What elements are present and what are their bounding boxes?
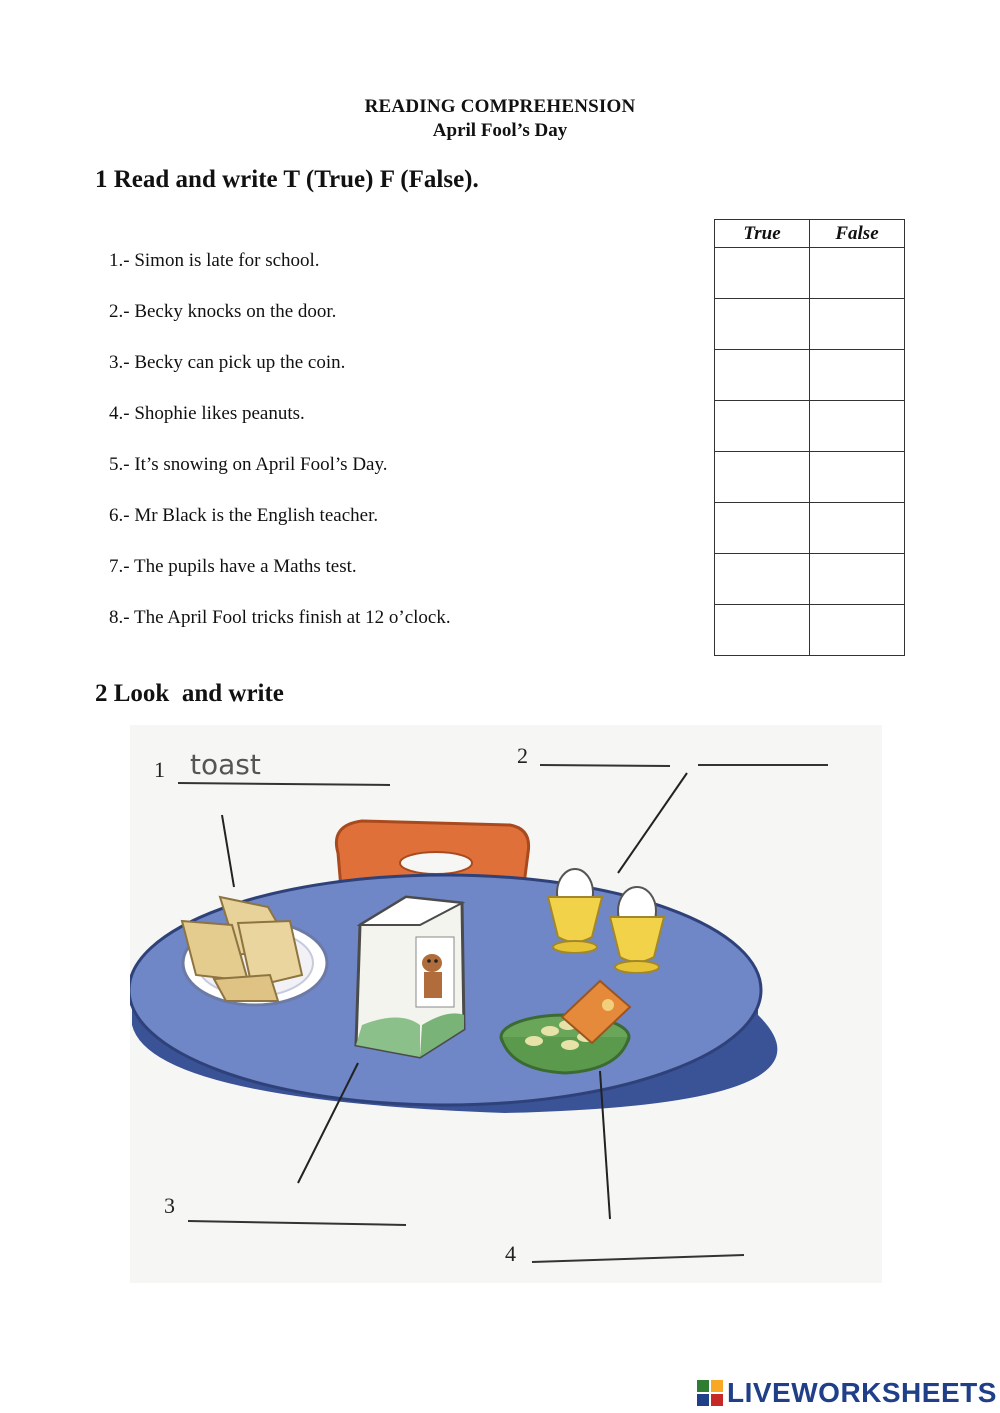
- statement-3: 3.- Becky can pick up the coin.: [109, 352, 346, 373]
- answer-cell-2-true[interactable]: [715, 299, 810, 350]
- statement-4: 4.- Shophie likes peanuts.: [109, 403, 305, 424]
- statement-7: 7.- The pupils have a Maths test.: [109, 556, 357, 577]
- answer-cell-7-true[interactable]: [715, 554, 810, 605]
- statement-5: 5.- It’s snowing on April Fool’s Day.: [109, 454, 388, 475]
- label-number-4: 4: [505, 1241, 516, 1266]
- statement-8: 8.- The April Fool tricks finish at 12 o’clock.: [109, 607, 451, 628]
- answer-cell-4-false[interactable]: [810, 401, 905, 452]
- label-number-1: 1: [154, 757, 165, 782]
- answer-cell-3-false[interactable]: [810, 350, 905, 401]
- statement-6: 6.- Mr Black is the English teacher.: [109, 505, 379, 526]
- label-number-3: 3: [164, 1193, 175, 1218]
- answer-cell-8-true[interactable]: [715, 605, 810, 656]
- statement-1: 1.- Simon is late for school.: [109, 250, 320, 271]
- answer-cell-6-true[interactable]: [715, 503, 810, 554]
- liveworksheets-brand: [697, 1373, 997, 1413]
- answer-cell-5-true[interactable]: [715, 452, 810, 503]
- answer-cell-7-false[interactable]: [810, 554, 905, 605]
- label-number-2: 2: [517, 743, 528, 768]
- answer-cell-6-false[interactable]: [810, 503, 905, 554]
- answer-cell-8-false[interactable]: [810, 605, 905, 656]
- answer-cell-5-false[interactable]: [810, 452, 905, 503]
- section1-heading: 1 Read and write T (True) F (False).: [95, 166, 479, 193]
- worksheet-title: READING COMPREHENSION: [364, 96, 636, 117]
- answer-cell-1-true[interactable]: [715, 248, 810, 299]
- milk-carton-illustration: [356, 897, 464, 1057]
- answer-cell-2-false[interactable]: [810, 299, 905, 350]
- liveworksheets-logo-icon: [697, 1380, 723, 1406]
- worksheet-subtitle: April Fool’s Day: [432, 120, 568, 141]
- section2-heading: 2 Look and write: [95, 680, 284, 707]
- true-false-table: [714, 219, 905, 656]
- true-column-header: True: [715, 220, 810, 248]
- answer-cell-4-true[interactable]: [715, 401, 810, 452]
- example-answer-toast: toast: [190, 748, 261, 781]
- false-column-header: False: [810, 220, 905, 248]
- answer-cell-3-true[interactable]: [715, 350, 810, 401]
- answer-cell-1-false[interactable]: [810, 248, 905, 299]
- statement-2: 2.- Becky knocks on the door.: [109, 301, 337, 322]
- breakfast-table-illustration: [130, 725, 882, 1283]
- brand-text: LIVEWORKSHEETS: [727, 1377, 997, 1408]
